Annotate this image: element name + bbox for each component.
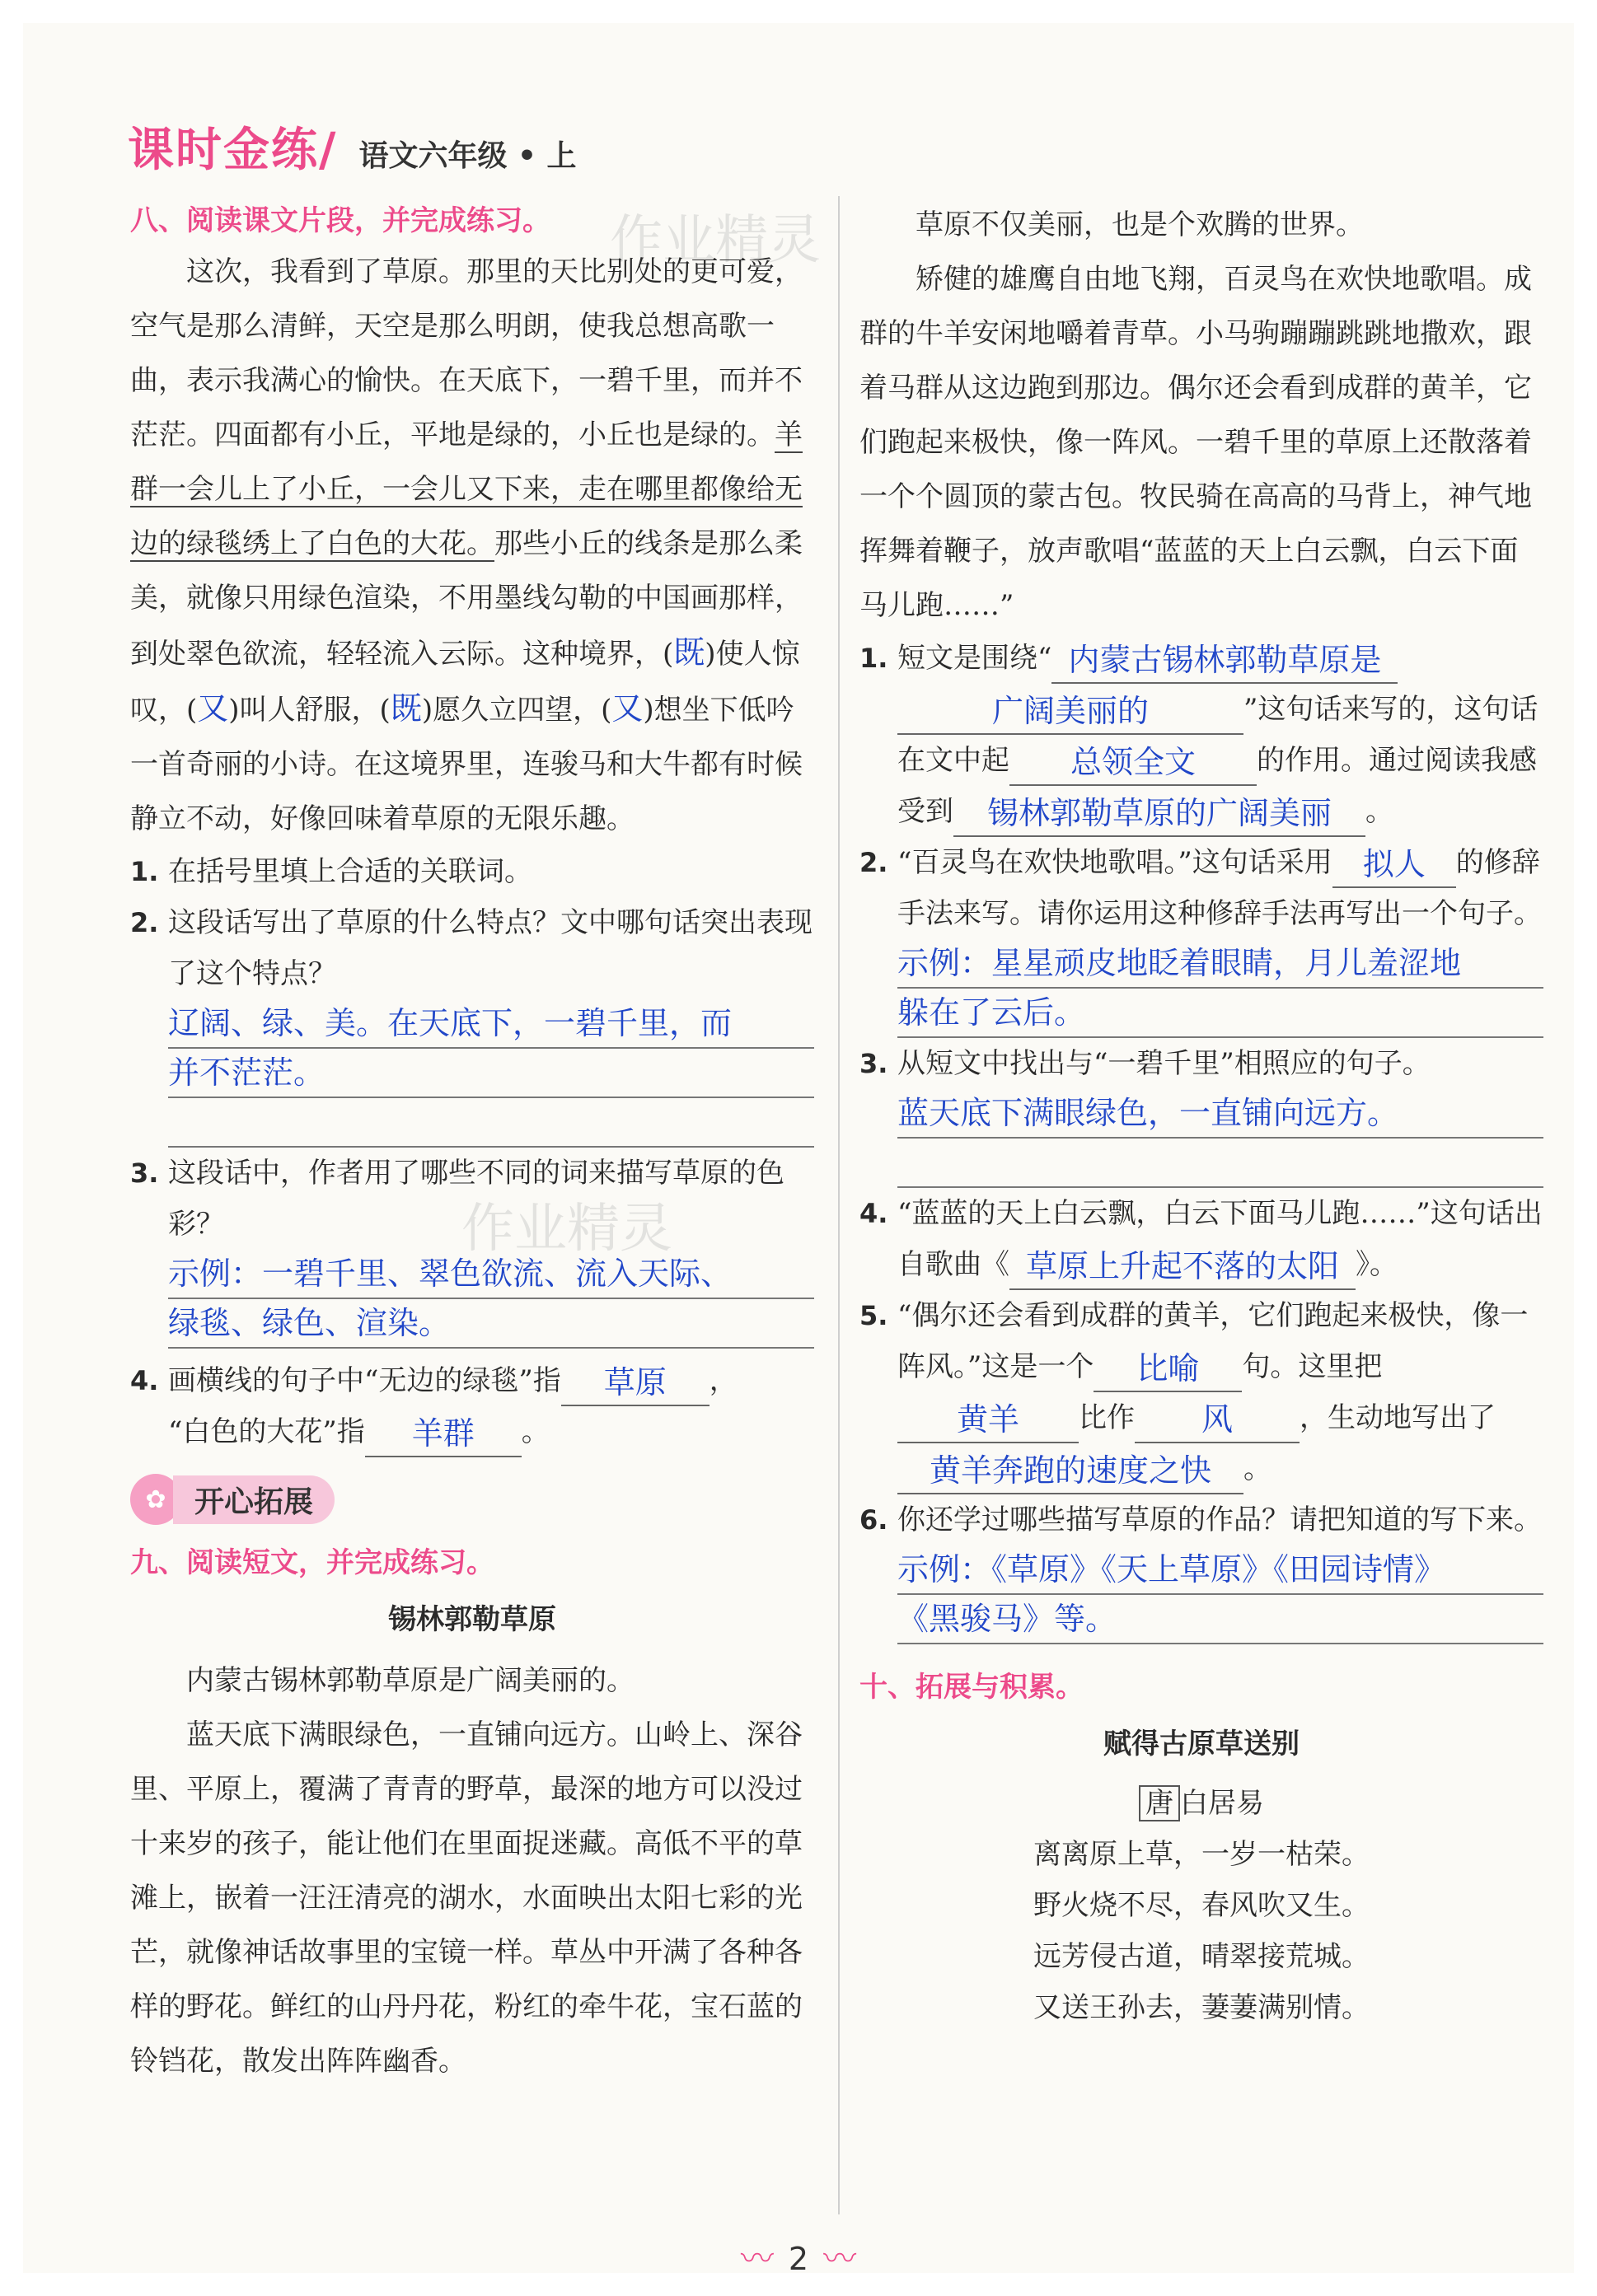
article-paragraph: 草原不仅美丽，也是个欢腾的世界。	[916, 208, 1364, 241]
poem-line: 远芳侵古道，晴翠接荒城。	[1033, 1940, 1370, 1973]
kaixin-banner	[130, 1474, 814, 1525]
question-8-4: 4. 画横线的句子中“无边的绿毯”指 草原 ， “白色的大花”指 羊群 。	[130, 1355, 814, 1457]
answer-blank: 风	[1135, 1397, 1300, 1443]
answer-blank: 黄羊奔跑的速度之快	[897, 1448, 1243, 1494]
underlined-sentence: 羊群一会儿上了小丘，一会儿又下来，走在哪里都像给无边的绿毯绣上了白色的大花。	[130, 419, 803, 560]
poem-line: 离离原上草，一岁一枯荣。	[1033, 1838, 1370, 1871]
left-column	[130, 198, 814, 2088]
header	[128, 114, 577, 180]
answer-blank: 草原	[561, 1360, 710, 1406]
answer-line: 《黑骏马》等。	[897, 1595, 1543, 1644]
answer-blank: 总领全文	[1009, 740, 1257, 786]
answer-fill-3: 既	[390, 690, 422, 727]
question-9-6: 6. 你还学过哪些描写草原的作品？请把知道的写下来。 示例：《草原》《天上草原》《田园诗情》 《黑骏马》等。	[859, 1494, 1543, 1644]
poem-line: 野火烧不尽，春风吹又生。	[1033, 1889, 1370, 1922]
answer-blank: 广阔美丽的	[897, 689, 1243, 735]
answer-blank: 锡林郭勒草原的广阔美丽	[953, 791, 1365, 837]
article-paragraph: 蓝天底下满眼绿色，一直铺向远方。山岭上、深谷里、平原上，覆满了青青的野草，最深的地方可以没过十来岁的孩子，能让他们在里面捉迷藏。高低不平的草滩上，嵌着一汪汪清亮的湖水，水面映出太阳七彩的光芒，就像神话故事里的宝镜一样。草丛中开满了各种各样的野花。鲜红的山丹丹花，粉红的牵牛花，宝石蓝的铃铛花，散发出阵阵幽香。	[130, 1718, 803, 2078]
right-ornament-icon: 〰	[823, 2240, 857, 2278]
question-8-3: 3. 这段话中，作者用了哪些不同的词来描写草原的色彩？ 示例：一碧千里、翠色欲流、流入天际、 绿毯、绿色、渲染。	[130, 1148, 814, 1349]
question-9-2: 2. “百灵鸟在欢快地歌唱。”这句话采用 拟人 的修辞手法来写。请你运用这种修辞手法再写出一个句子。 示例：星星顽皮地眨着眼睛，月儿羞涩地 躲在了云后。	[859, 837, 1543, 1038]
brand-slash-icon: /	[319, 124, 338, 177]
answer-blank: 羊群	[365, 1411, 522, 1457]
article-title: 锡林郭勒草原	[388, 1603, 556, 1636]
question-8-2: 2. 这段话写出了草原的什么特点？文中哪句话突出表现了这个特点？ 辽阔、绿、美。在天底下，一碧千里，而 并不茫茫。	[130, 897, 814, 1148]
answer-line: 辽阔、绿、美。在天底下，一碧千里，而	[168, 999, 814, 1049]
watermark: 作业精灵	[461, 1199, 672, 1260]
question-9-1: 1. 短文是围绕“ 内蒙古锡林郭勒草原是 广阔美丽的 ”这句话来写的，这句话在文中起 总领全文 的作用。通过阅读我感受到 锡林郭勒草原的广阔美丽 。	[859, 633, 1543, 837]
answer-line: 蓝天底下满眼绿色，一直铺向远方。	[897, 1089, 1543, 1139]
answer-line: 示例：一碧千里、翠色欲流、流入天际、	[168, 1250, 814, 1299]
poem-line: 又送王孙去，萋萋满别情。	[1033, 1991, 1370, 2024]
section-10-title: 十、拓展与积累。	[859, 1671, 1084, 1704]
question-9-4: 4. “蓝蓝的天上白云飘，白云下面马儿跑……”这句话出自歌曲《 草原上升起不落的太阳 》。	[859, 1188, 1543, 1290]
article-paragraph: 矫健的雄鹰自由地飞翔，百灵鸟在欢快地歌唱。成群的牛羊安闲地嚼着青草。小马驹蹦蹦跳跳地撒欢，跟着马群从这边跑到那边。偶尔还会看到成群的黄羊，它们跑起来极快，像一阵风。一碧千里的草原上还散落着一个个圆顶的蒙古包。牧民骑在高高的马背上，神气地挥舞着鞭子，放声歌唱“蓝蓝的天上白云飘，白云下面马儿跑……”	[859, 263, 1532, 622]
poem-author: 唐 白居易	[859, 1778, 1543, 1829]
page-number: 2	[788, 2241, 809, 2277]
flower-icon: ✿	[130, 1474, 181, 1525]
page-footer	[0, 2233, 1597, 2280]
section-8-title: 八、阅读课文片段，并完成练习。	[130, 204, 550, 237]
answer-line: 躲在了云后。	[897, 989, 1543, 1038]
answer-line-empty	[897, 1139, 1543, 1188]
left-ornament-icon: 〰	[740, 2240, 774, 2278]
answer-line: 示例：《草原》《天上草原》《田园诗情》	[897, 1545, 1543, 1595]
watermark: 作业精灵	[610, 210, 821, 271]
question-9-3: 3. 从短文中找出与“一碧千里”相照应的句子。 蓝天底下满眼绿色，一直铺向远方。	[859, 1038, 1543, 1188]
section-8-passage: 这次，我看到了草原。那里的天比别处的更可爱，空气是那么清鲜，天空是那么明朗，使我总想高歌一曲，表示我满心的愉快。在天底下，一碧千里，而并不茫茫。四面都有小丘，平地是绿的，小丘也是绿的。羊群一会儿上了小丘，一会儿又下来，走在哪里都像给无边的绿毯绣上了白色的大花。那些小丘的线条是那么柔美，就像只用绿色渲染，不用墨线勾勒的中国画那样，到处翠色欲流，轻轻流入云际。这种境界，(既)使人惊叹，(又)叫人舒服，(既)愿久立四望，(又)想坐下低吟一首奇丽的小诗。在这境界里，连骏马和大牛都有时候静立不动，好像回味着草原的无限乐趣。	[130, 255, 803, 835]
answer-line: 并不茫茫。	[168, 1049, 814, 1098]
brand-title: 课时金练	[128, 124, 319, 177]
answer-line: 示例：星星顽皮地眨着眼睛，月儿羞涩地	[897, 939, 1543, 989]
poem-title: 赋得古原草送别	[1103, 1728, 1300, 1761]
section-9-title: 九、阅读短文，并完成练习。	[130, 1546, 494, 1579]
kaixin-label: 开心拓展	[173, 1475, 335, 1524]
answer-blank: 草原上升起不落的太阳	[1009, 1244, 1356, 1290]
answer-blank: 内蒙古锡林郭勒草原是	[1051, 638, 1398, 684]
answer-line: 绿毯、绿色、渲染。	[168, 1299, 814, 1349]
answer-fill-1: 既	[673, 634, 705, 671]
answer-blank: 黄羊	[897, 1397, 1079, 1443]
article-paragraph: 内蒙古锡林郭勒草原是广阔美丽的。	[186, 1664, 635, 1697]
right-column	[859, 198, 1543, 2033]
dynasty-label: 唐	[1139, 1785, 1180, 1821]
answer-fill-4: 又	[611, 690, 644, 727]
question-9-5: 5. “偶尔还会看到成群的黄羊，它们跑起来极快，像一阵风。”这是一个 比喻 句。这里把 黄羊 比作 风 ，生动地写出了黄羊奔跑的速度之快 。	[859, 1290, 1543, 1494]
subject-label: 语文六年级 • 上	[358, 139, 577, 173]
answer-blank: 拟人	[1332, 842, 1456, 888]
answer-line-empty	[168, 1098, 814, 1148]
answer-blank: 比喻	[1094, 1346, 1242, 1392]
question-8-1: 1. 在括号里填上合适的关联词。	[130, 855, 532, 888]
column-divider	[838, 196, 840, 2214]
answer-fill-2: 又	[197, 690, 229, 727]
